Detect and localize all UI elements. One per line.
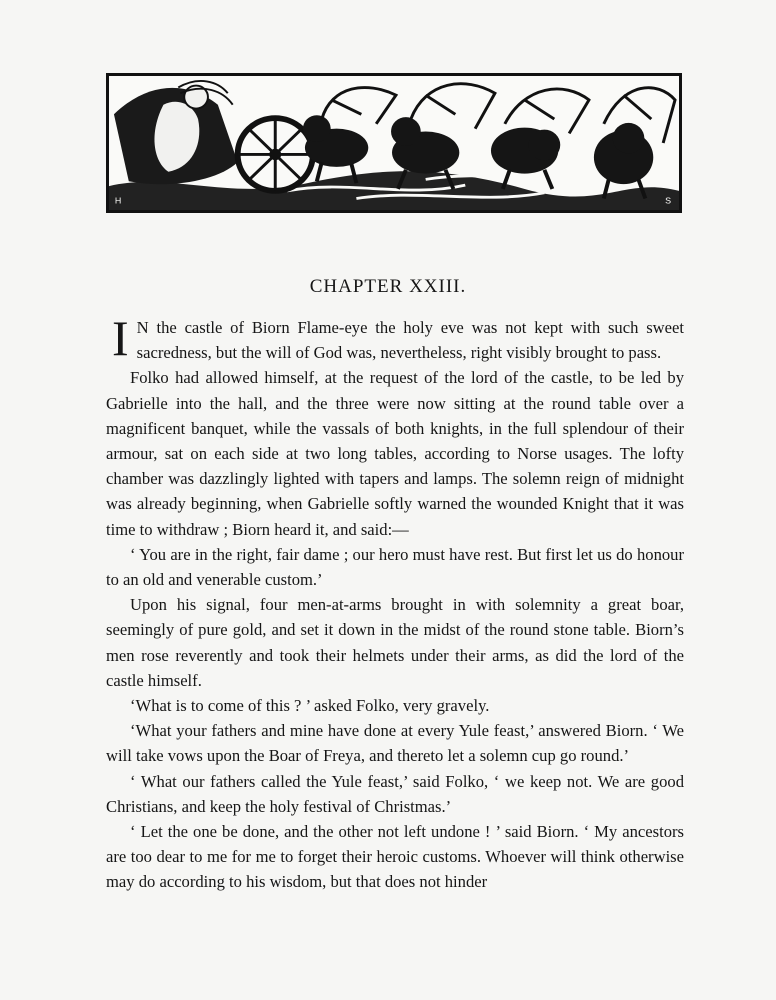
paragraph-2: Folko had allowed himself, at the request of the lord of the castle, to be led by Gabrielle into the hall, and the three were now sitting at the round table over a magnificent banquet, while the vassals of both knights, in the full splendour of their armour, sat on each side at two long tables, according to Norse usages. The lofty chamber was dazzlingly lighted with tapers and lamps. The solemn reign of midnight was already beginning, when Gabrielle softly warned the wounded Knight that it was time to withdraw ; Biorn heard it, and said:—: [106, 368, 684, 539]
paragraph-6: ‘What your fathers and mine have done at every Yule feast,’ answered Biorn. ‘ We will take vows upon the Boar of Freya, and thereto let a solemn cup go round.’: [106, 721, 684, 766]
paragraph-1-text: N the castle of Biorn Flame-eye the holy eve was not kept with such sweet sacredness, but the will of God was, nevertheless, right visibly brought to pass.: [136, 318, 684, 363]
chapter-header-illustration: [106, 73, 682, 213]
chapter-title: CHAPTER XXIII.: [309, 276, 467, 297]
paragraph-5: ‘What is to come of this ? ’ asked Folko, very gravely.: [130, 696, 490, 716]
monogram-left: H: [114, 195, 122, 206]
paragraph-3: ‘ You are in the right, fair dame ; our hero must have rest. But first let us do honour to an old and venerable custom.’: [106, 544, 684, 590]
paragraph-7: ‘ What our fathers called the Yule feast,’ said Folko, ‘ we keep not. We are good Christians, and keep the holy festival of Christmas.’: [106, 771, 684, 816]
monogram-right: S: [665, 195, 672, 206]
chariot-and-winged-beasts-illustration: [109, 76, 679, 210]
drop-cap: I: [112, 310, 129, 366]
paragraph-4: Upon his signal, four men-at-arms brought in with solemnity a great boar, seemingly of pure gold, and set it down in the midst of the round stone table. Biorn’s men rose reverently and took their helmets under their arms, as did the lord of the castle himself.: [106, 595, 684, 690]
chapter-body: [106, 310, 684, 895]
paragraph-1: [106, 310, 684, 366]
paragraph-8: ‘ Let the one be done, and the other not left undone ! ’ said Biorn. ‘ My ancestors are too dear to me for me to forget their heroic customs. Whoever will think otherwise may do according to his wisdom, but that does not hinder: [106, 822, 684, 892]
